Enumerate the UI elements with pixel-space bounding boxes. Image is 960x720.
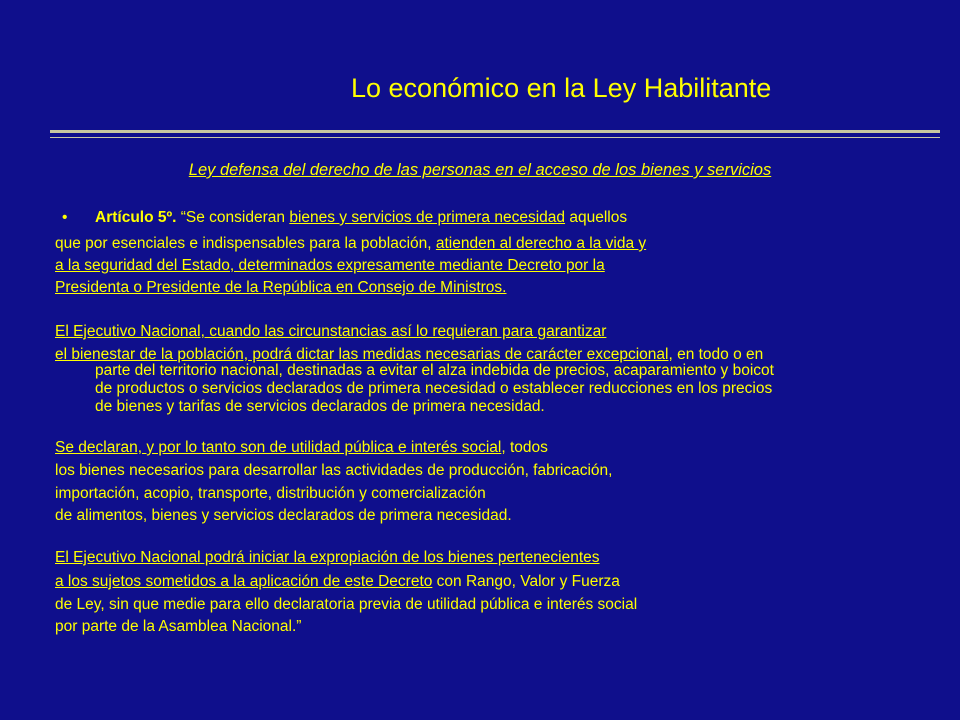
paragraph-2-line-1: El Ejecutivo Nacional, cuando las circunstancias así lo requieran para garantizar	[55, 323, 607, 340]
article-line-2: que por esenciales e indispensables para la población, atienden al derecho a la vida y	[55, 235, 647, 252]
paragraph-4-line-3: de Ley, sin que medie para ello declaratoria previa de utilidad pública e interés social	[55, 596, 638, 613]
slide-title: Lo económico en la Ley Habilitante	[351, 73, 772, 103]
article-line-4: Presidenta o Presidente de la República en Consejo de Ministros.	[55, 279, 507, 296]
paragraph-2-line-2: el bienestar de la población, podrá dictar las medidas necesarias de carácter excepcional, en todo o en	[55, 346, 764, 363]
paragraph-2-line-3: parte del territorio nacional, destinadas a evitar el alza indebida de precios, acaparamiento y boicot	[95, 362, 774, 379]
article-line-1: Artículo 5º. “Se consideran bienes y servicios de primera necesidad aquellos	[95, 209, 628, 226]
paragraph-3-line-1: Se declaran, y por lo tanto son de utilidad pública e interés social, todos	[55, 439, 548, 456]
paragraph-4-line-4: por parte de la Asamblea Nacional.”	[55, 618, 302, 635]
bullet-marker: •	[62, 209, 68, 226]
article-line-3: a la seguridad del Estado, determinados expresamente mediante Decreto por la	[55, 257, 605, 274]
article-number: Artículo 5º.	[95, 209, 177, 226]
paragraph-4-line-2: a los sujetos sometidos a la aplicación de este Decreto con Rango, Valor y Fuerza	[55, 573, 620, 590]
slide-subtitle: Ley defensa del derecho de las personas en el acceso de los bienes y servicios	[188, 161, 772, 179]
paragraph-2-line-5: de bienes y tarifas de servicios declarados de primera necesidad.	[95, 398, 545, 415]
paragraph-3-line-3: importación, acopio, transporte, distribución y comercialización	[55, 485, 486, 502]
paragraph-3-line-2: los bienes necesarios para desarrollar las actividades de producción, fabricación,	[55, 462, 613, 479]
title-divider-thin	[50, 137, 940, 138]
paragraph-4-line-1: El Ejecutivo Nacional podrá iniciar la expropiación de los bienes pertenecientes	[55, 549, 600, 566]
paragraph-3-line-4: de alimentos, bienes y servicios declarados de primera necesidad.	[55, 507, 512, 524]
title-divider-thick	[50, 130, 940, 133]
paragraph-2-line-4: de productos o servicios declarados de primera necesidad o establecer reducciones en los precios	[95, 380, 773, 397]
